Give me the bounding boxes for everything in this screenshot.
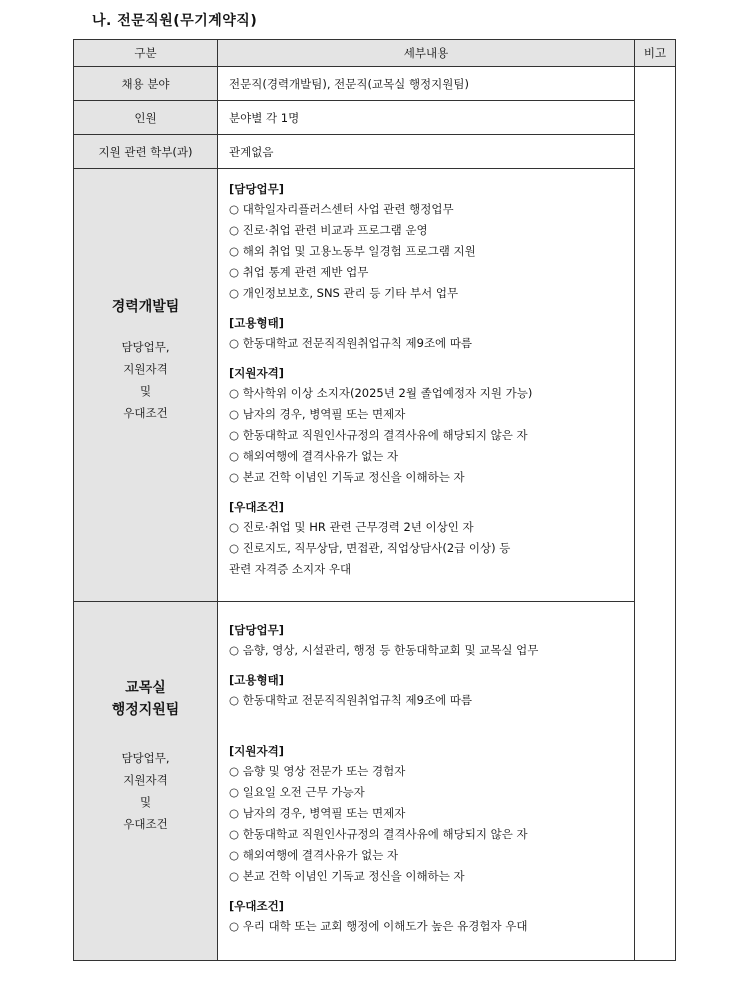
team1-label-cell (74, 169, 218, 602)
section-title: 나. 전문직원(무기계약직) (92, 13, 258, 29)
table-row (74, 67, 676, 101)
team2-pref-title: [우대조건] (229, 899, 284, 913)
list-item: ○ 우리 대학 또는 교회 행정에 이해도가 높은 유경험자 우대 (229, 919, 528, 933)
list-item: ○ 한동대학교 전문직직원취업규칙 제9조에 따름 (229, 336, 473, 350)
major-value: 관계없음 (218, 135, 635, 169)
list-item: ○ 개인정보보호, SNS 관리 등 기타 부서 업무 (229, 286, 459, 300)
table-row-team1 (74, 169, 676, 602)
header-category: 구분 (74, 40, 218, 67)
team1-name: 경력개발팀 (111, 299, 180, 315)
list-item: ○ 취업 통계 관련 제반 업무 (229, 265, 369, 279)
team2-name-2: 행정지원팀 (111, 702, 180, 718)
team2-name-1: 교목실 (125, 680, 166, 696)
team2-sub-0: 담당업무, (121, 751, 170, 765)
table-header-row (74, 40, 676, 67)
table-row-team2 (74, 602, 676, 961)
list-item: ○ 진로지도, 직무상담, 면접관, 직업상담사(2급 이상) 등 (229, 541, 511, 555)
team2-content-cell (218, 602, 635, 961)
list-item: ○ 해외 취업 및 고용노동부 일경험 프로그램 지원 (229, 244, 476, 258)
team1-sub-2: 및 (139, 384, 152, 398)
header-details: 세부내용 (218, 40, 635, 67)
team2-sub-2: 및 (139, 795, 152, 809)
team1-duties-title: [담당업무] (229, 182, 284, 196)
list-item: ○ 해외여행에 결격사유가 없는 자 (229, 449, 399, 463)
header-remarks: 비고 (635, 40, 676, 67)
team2-sub-3: 우대조건 (123, 817, 168, 831)
list-item: ○ 남자의 경우, 병역필 또는 면제자 (229, 806, 406, 820)
headcount-value: 분야별 각 1명 (218, 101, 635, 135)
table-row (74, 101, 676, 135)
list-item: ○ 학사학위 이상 소지자(2025년 2월 졸업예정자 지원 가능) (229, 386, 533, 400)
team1-sub-3: 우대조건 (123, 406, 168, 420)
list-item: ○ 한동대학교 직원인사규정의 결격사유에 해당되지 않은 자 (229, 827, 528, 841)
field-value: 전문직(경력개발팀), 전문직(교목실 행정지원팀) (218, 67, 635, 101)
headcount-label: 인원 (74, 101, 218, 135)
list-item: ○ 음향 및 영상 전문가 또는 경험자 (229, 764, 406, 778)
list-item: ○ 본교 건학 이념인 기독교 정신을 이해하는 자 (229, 869, 465, 883)
team2-duties-title: [담당업무] (229, 623, 284, 637)
table-row (74, 135, 676, 169)
list-item: ○ 진로·취업 및 HR 관련 근무경력 2년 이상인 자 (229, 520, 474, 534)
list-item: ○ 남자의 경우, 병역필 또는 면제자 (229, 407, 406, 421)
list-item: ○ 한동대학교 직원인사규정의 결격사유에 해당되지 않은 자 (229, 428, 528, 442)
major-label: 지원 관련 학부(과) (74, 135, 218, 169)
recruitment-table (73, 39, 676, 961)
team1-sub-1: 지원자격 (123, 362, 168, 376)
team1-pref-title: [우대조건] (229, 500, 284, 514)
list-item: ○ 대학일자리플러스센터 사업 관련 행정업무 (229, 202, 454, 216)
list-item: ○ 본교 건학 이념인 기독교 정신을 이해하는 자 (229, 470, 465, 484)
list-item: ○ 음향, 영상, 시설관리, 행정 등 한동대학교회 및 교목실 업무 (229, 643, 539, 657)
list-item: ○ 한동대학교 전문직직원취업규칙 제9조에 따름 (229, 693, 473, 707)
team1-sub-0: 담당업무, (121, 340, 170, 354)
list-item: ○ 진로·취업 관련 비교과 프로그램 운영 (229, 223, 428, 237)
team2-sub-1: 지원자격 (123, 773, 168, 787)
list-item: 관련 자격증 소지자 우대 (229, 562, 352, 576)
team1-employment-title: [고용형태] (229, 316, 284, 330)
remarks-cell (635, 67, 676, 961)
team1-qual-title: [지원자격] (229, 366, 284, 380)
list-item: ○ 해외여행에 결격사유가 없는 자 (229, 848, 399, 862)
team2-employment-title: [고용형태] (229, 673, 284, 687)
team2-qual-title: [지원자격] (229, 744, 284, 758)
team2-label-cell (74, 602, 218, 961)
team1-content-cell (218, 169, 635, 602)
field-label: 채용 분야 (74, 67, 218, 101)
list-item: ○ 일요일 오전 근무 가능자 (229, 785, 365, 799)
